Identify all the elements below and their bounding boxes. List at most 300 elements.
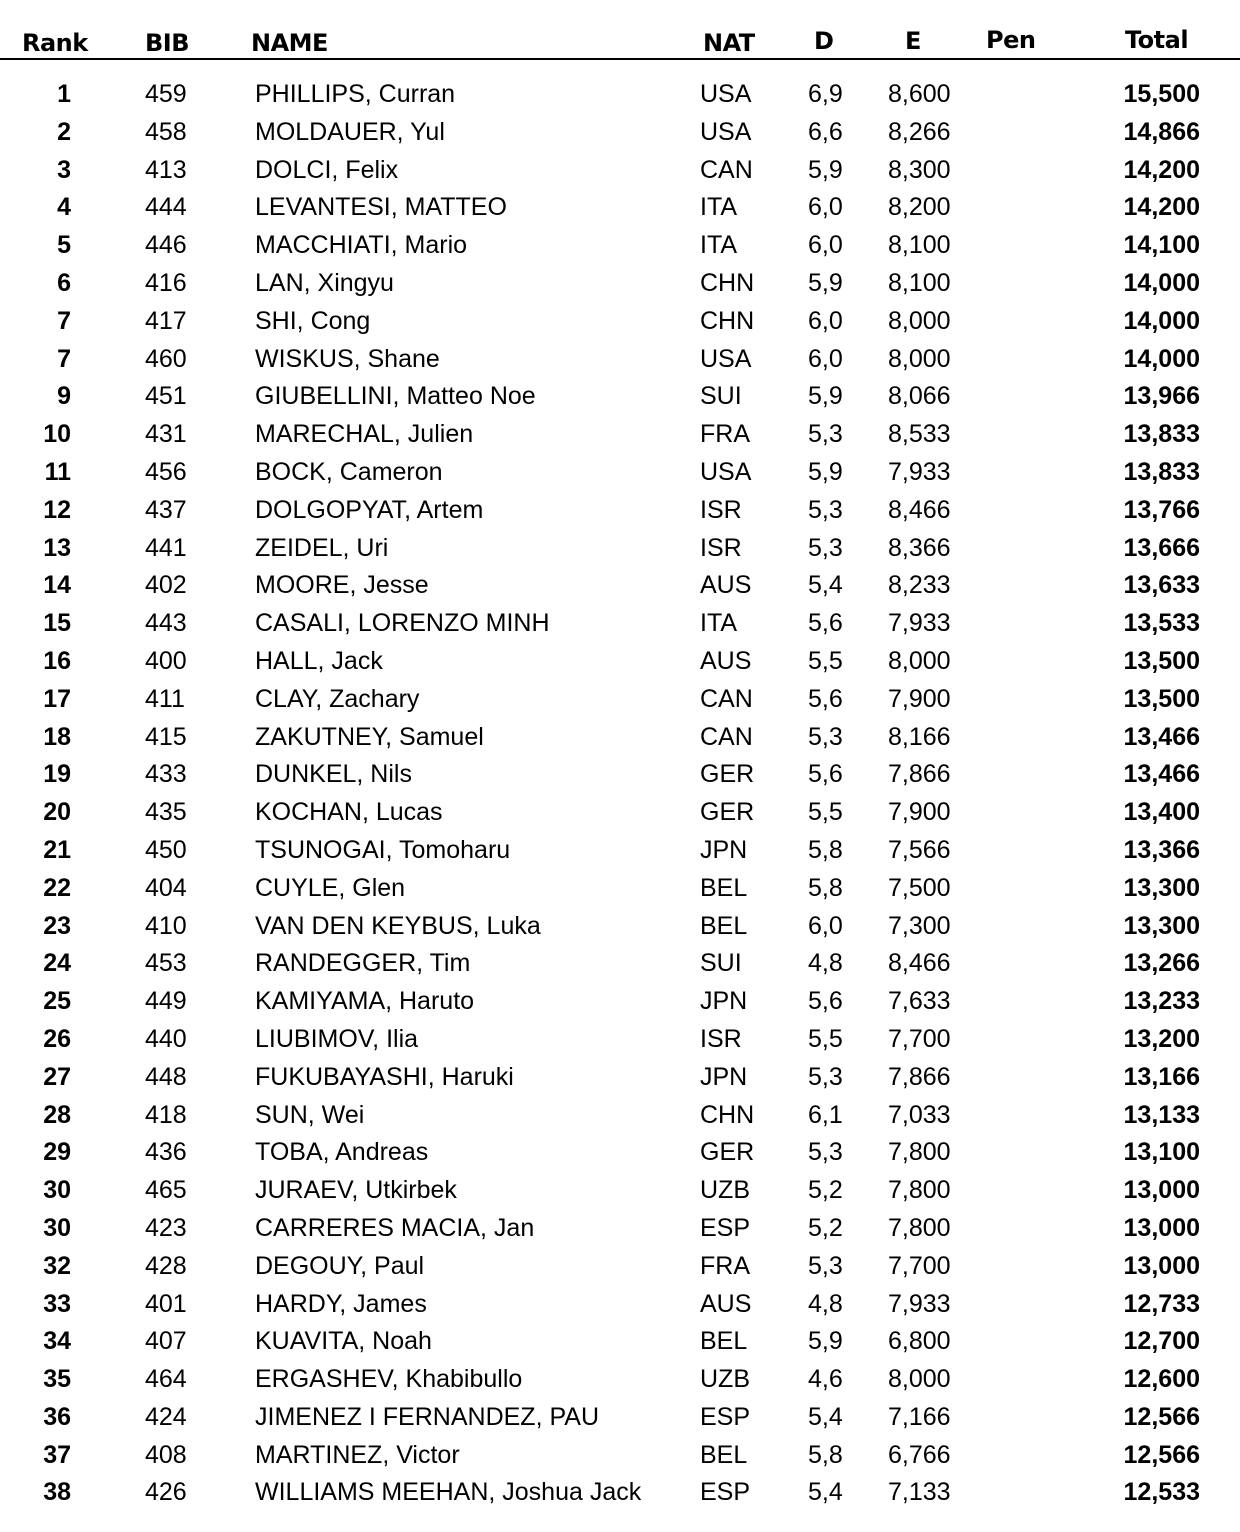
e-score-cell: 7,800 [888, 1138, 951, 1167]
total-score-cell: 13,100 [1123, 1138, 1200, 1167]
rank-cell: 30 [43, 1213, 71, 1242]
rank-cell: 29 [43, 1138, 71, 1167]
bib-cell: 417 [145, 306, 187, 335]
rank-cell: 5 [57, 231, 71, 260]
total-score-cell: 14,000 [1123, 268, 1200, 297]
e-score-cell: 8,000 [888, 306, 951, 335]
athlete-name-cell: TSUNOGAI, Tomoharu [255, 835, 511, 864]
e-score-cell: 6,800 [888, 1327, 951, 1356]
bib-cell: 453 [145, 949, 187, 978]
table-row [0, 755, 1240, 793]
table-row [0, 226, 1240, 264]
e-score-cell: 8,200 [888, 193, 951, 222]
total-score-cell: 13,000 [1123, 1251, 1200, 1280]
bib-cell: 415 [145, 722, 187, 751]
nation-cell: SUI [700, 949, 742, 978]
rank-cell: 13 [43, 533, 71, 562]
bib-cell: 404 [145, 873, 187, 902]
athlete-name-cell: KAMIYAMA, Haruto [255, 987, 475, 1016]
athlete-name-cell: ERGASHEV, Khabibullo [255, 1365, 523, 1394]
rank-cell: 14 [43, 571, 71, 600]
d-score-cell: 4,6 [808, 1365, 843, 1394]
d-score-cell: 6,0 [808, 306, 843, 335]
e-score-cell: 7,800 [888, 1176, 951, 1205]
rank-cell: 22 [43, 873, 71, 902]
d-score-cell: 4,8 [808, 949, 843, 978]
nation-cell: AUS [700, 646, 752, 675]
rank-cell: 3 [57, 155, 71, 184]
table-row [0, 1247, 1240, 1285]
total-score-cell: 13,166 [1123, 1062, 1200, 1091]
table-row [0, 340, 1240, 378]
rank-cell: 15 [43, 609, 71, 638]
rank-cell: 7 [57, 306, 71, 335]
e-score-cell: 8,466 [888, 495, 951, 524]
bib-cell: 402 [145, 571, 187, 600]
total-score-cell: 12,566 [1123, 1440, 1200, 1469]
nation-cell: GER [700, 798, 755, 827]
total-score-cell: 13,000 [1123, 1176, 1200, 1205]
bib-cell: 441 [145, 533, 187, 562]
bib-cell: 456 [145, 457, 187, 486]
e-score-cell: 8,166 [888, 722, 951, 751]
d-score-cell: 6,1 [808, 1100, 843, 1129]
e-score-cell: 7,900 [888, 684, 951, 713]
athlete-name-cell: MOORE, Jesse [255, 571, 429, 600]
rank-cell: 26 [43, 1024, 71, 1053]
athlete-name-cell: GIUBELLINI, Matteo Noe [255, 382, 536, 411]
d-score-cell: 5,9 [808, 155, 843, 184]
athlete-name-cell: KOCHAN, Lucas [255, 798, 443, 827]
rank-cell: 28 [43, 1100, 71, 1129]
d-score-cell: 5,3 [808, 533, 843, 562]
total-score-cell: 13,133 [1123, 1100, 1200, 1129]
total-score-cell: 14,000 [1123, 344, 1200, 373]
column-header-nat: NAT [703, 29, 755, 57]
d-score-cell: 6,0 [808, 344, 843, 373]
d-score-cell: 5,9 [808, 457, 843, 486]
e-score-cell: 7,933 [888, 1289, 951, 1318]
table-row [0, 1058, 1240, 1096]
table-row [0, 680, 1240, 718]
bib-cell: 410 [145, 911, 187, 940]
athlete-name-cell: DUNKEL, Nils [255, 760, 412, 789]
results-table-header [0, 0, 1240, 60]
e-score-cell: 8,066 [888, 382, 951, 411]
table-row [0, 1398, 1240, 1436]
athlete-name-cell: FUKUBAYASHI, Haruki [255, 1062, 514, 1091]
total-score-cell: 13,500 [1123, 646, 1200, 675]
d-score-cell: 5,4 [808, 1478, 843, 1507]
table-row [0, 377, 1240, 415]
e-score-cell: 7,933 [888, 457, 951, 486]
e-score-cell: 7,633 [888, 987, 951, 1016]
nation-cell: ISR [700, 1024, 742, 1053]
table-row [0, 566, 1240, 604]
column-header-total: Total [1125, 26, 1189, 54]
bib-cell: 458 [145, 117, 187, 146]
total-score-cell: 13,500 [1123, 684, 1200, 713]
d-score-cell: 6,6 [808, 117, 843, 146]
e-score-cell: 7,166 [888, 1402, 951, 1431]
bib-cell: 433 [145, 760, 187, 789]
d-score-cell: 5,3 [808, 1138, 843, 1167]
e-score-cell: 7,866 [888, 1062, 951, 1091]
rank-cell: 32 [43, 1251, 71, 1280]
d-score-cell: 5,3 [808, 495, 843, 524]
rank-cell: 2 [57, 117, 71, 146]
rank-cell: 19 [43, 760, 71, 789]
total-score-cell: 13,466 [1123, 760, 1200, 789]
bib-cell: 437 [145, 495, 187, 524]
e-score-cell: 7,133 [888, 1478, 951, 1507]
e-score-cell: 7,700 [888, 1024, 951, 1053]
table-row [0, 529, 1240, 567]
d-score-cell: 5,9 [808, 268, 843, 297]
athlete-name-cell: CASALI, LORENZO MINH [255, 609, 550, 638]
bib-cell: 426 [145, 1478, 187, 1507]
rank-cell: 10 [43, 420, 71, 449]
d-score-cell: 5,6 [808, 684, 843, 713]
athlete-name-cell: MOLDAUER, Yul [255, 117, 445, 146]
rank-cell: 1 [57, 80, 71, 108]
nation-cell: SUI [700, 382, 742, 411]
nation-cell: CAN [700, 155, 753, 184]
nation-cell: UZB [700, 1365, 750, 1394]
table-row [0, 1171, 1240, 1209]
nation-cell: JPN [700, 835, 748, 864]
table-row [0, 151, 1240, 189]
e-score-cell: 8,100 [888, 231, 951, 260]
e-score-cell: 7,866 [888, 760, 951, 789]
bib-cell: 400 [145, 646, 187, 675]
table-row [0, 1360, 1240, 1398]
table-row [0, 302, 1240, 340]
e-score-cell: 7,566 [888, 835, 951, 864]
rank-cell: 12 [43, 495, 71, 524]
bib-cell: 411 [145, 684, 185, 713]
table-row [0, 907, 1240, 945]
rank-cell: 7 [57, 344, 71, 373]
nation-cell: BEL [700, 873, 748, 902]
total-score-cell: 13,666 [1123, 533, 1200, 562]
bib-cell: 448 [145, 1062, 187, 1091]
bib-cell: 424 [145, 1402, 187, 1431]
table-row [0, 113, 1240, 151]
d-score-cell: 5,9 [808, 382, 843, 411]
table-row [0, 491, 1240, 529]
rank-cell: 23 [43, 911, 71, 940]
results-table-body [0, 75, 1240, 1511]
rank-cell: 17 [43, 684, 71, 713]
rank-cell: 27 [43, 1062, 71, 1091]
athlete-name-cell: VAN DEN KEYBUS, Luka [255, 911, 541, 940]
athlete-name-cell: RANDEGGER, Tim [255, 949, 471, 978]
bib-cell: 446 [145, 231, 187, 260]
d-score-cell: 4,8 [808, 1289, 843, 1318]
d-score-cell: 5,2 [808, 1176, 843, 1205]
total-score-cell: 13,533 [1123, 609, 1200, 638]
athlete-name-cell: JURAEV, Utkirbek [255, 1176, 457, 1205]
nation-cell: GER [700, 1138, 755, 1167]
bib-cell: 431 [145, 420, 187, 449]
nation-cell: FRA [700, 420, 750, 449]
nation-cell: AUS [700, 1289, 752, 1318]
d-score-cell: 5,8 [808, 873, 843, 902]
table-row [0, 982, 1240, 1020]
d-score-cell: 6,0 [808, 911, 843, 940]
table-row [0, 1473, 1240, 1511]
rank-cell: 11 [44, 457, 71, 486]
total-score-cell: 15,500 [1123, 80, 1200, 108]
athlete-name-cell: CLAY, Zachary [255, 684, 420, 713]
total-score-cell: 13,000 [1123, 1213, 1200, 1242]
rank-cell: 35 [43, 1365, 71, 1394]
total-score-cell: 13,833 [1123, 420, 1200, 449]
d-score-cell: 6,0 [808, 231, 843, 260]
table-row [0, 1096, 1240, 1134]
rank-cell: 25 [43, 987, 71, 1016]
bib-cell: 416 [145, 268, 187, 297]
athlete-name-cell: TOBA, Andreas [255, 1138, 429, 1167]
table-row [0, 264, 1240, 302]
total-score-cell: 14,100 [1123, 231, 1200, 260]
nation-cell: ESP [700, 1402, 751, 1431]
table-row [0, 604, 1240, 642]
rank-cell: 30 [43, 1176, 71, 1205]
total-score-cell: 14,200 [1123, 155, 1200, 184]
nation-cell: CHN [700, 1100, 755, 1129]
total-score-cell: 13,233 [1123, 987, 1200, 1016]
table-row [0, 793, 1240, 831]
column-header-name: NAME [251, 29, 328, 57]
rank-cell: 18 [43, 722, 71, 751]
e-score-cell: 8,466 [888, 949, 951, 978]
e-score-cell: 6,766 [888, 1440, 951, 1469]
table-row [0, 1285, 1240, 1323]
bib-cell: 436 [145, 1138, 187, 1167]
nation-cell: USA [700, 344, 752, 373]
athlete-name-cell: LIUBIMOV, Ilia [255, 1024, 419, 1053]
athlete-name-cell: SHI, Cong [255, 306, 371, 335]
bib-cell: 444 [145, 193, 187, 222]
athlete-name-cell: MARTINEZ, Victor [255, 1440, 460, 1469]
total-score-cell: 13,300 [1123, 873, 1200, 902]
bib-cell: 464 [145, 1365, 187, 1394]
rank-cell: 9 [57, 382, 71, 411]
athlete-name-cell: DOLGOPYAT, Artem [255, 495, 484, 524]
rank-cell: 37 [43, 1440, 71, 1469]
bib-cell: 435 [145, 798, 187, 827]
athlete-name-cell: MACCHIATI, Mario [255, 231, 468, 260]
athlete-name-cell: WILLIAMS MEEHAN, Joshua Jack [255, 1478, 642, 1507]
d-score-cell: 5,3 [808, 1062, 843, 1091]
bib-cell: 443 [145, 609, 187, 638]
e-score-cell: 8,533 [888, 420, 951, 449]
d-score-cell: 5,8 [808, 1440, 843, 1469]
d-score-cell: 5,3 [808, 420, 843, 449]
total-score-cell: 13,400 [1123, 798, 1200, 827]
e-score-cell: 7,800 [888, 1213, 951, 1242]
bib-cell: 408 [145, 1440, 187, 1469]
table-row [0, 1020, 1240, 1058]
nation-cell: UZB [700, 1176, 750, 1205]
nation-cell: JPN [700, 987, 748, 1016]
bib-cell: 440 [145, 1024, 187, 1053]
nation-cell: ESP [700, 1213, 751, 1242]
athlete-name-cell: ZAKUTNEY, Samuel [255, 722, 484, 751]
athlete-name-cell: BOCK, Cameron [255, 457, 443, 486]
column-header-d: D [814, 27, 834, 55]
column-header-pen: Pen [986, 26, 1036, 54]
athlete-name-cell: CARRERES MACIA, Jan [255, 1213, 535, 1242]
rank-cell: 20 [43, 798, 71, 827]
e-score-cell: 7,700 [888, 1251, 951, 1280]
d-score-cell: 5,4 [808, 571, 843, 600]
d-score-cell: 5,5 [808, 646, 843, 675]
table-row [0, 415, 1240, 453]
nation-cell: ESP [700, 1478, 751, 1507]
rank-cell: 36 [43, 1402, 71, 1431]
d-score-cell: 5,2 [808, 1213, 843, 1242]
column-header-e: E [905, 27, 921, 55]
column-header-bib: BIB [145, 29, 190, 57]
table-row [0, 944, 1240, 982]
nation-cell: CHN [700, 268, 755, 297]
nation-cell: GER [700, 760, 755, 789]
nation-cell: USA [700, 117, 752, 146]
e-score-cell: 8,300 [888, 155, 951, 184]
bib-cell: 459 [145, 80, 187, 108]
e-score-cell: 7,933 [888, 609, 951, 638]
total-score-cell: 13,966 [1123, 382, 1200, 411]
total-score-cell: 12,733 [1123, 1289, 1200, 1318]
bib-cell: 428 [145, 1251, 187, 1280]
athlete-name-cell: WISKUS, Shane [255, 344, 440, 373]
total-score-cell: 13,833 [1123, 457, 1200, 486]
column-header-rank: Rank [22, 29, 88, 57]
total-score-cell: 12,700 [1123, 1327, 1200, 1356]
nation-cell: CAN [700, 722, 753, 751]
table-row [0, 718, 1240, 756]
total-score-cell: 13,633 [1123, 571, 1200, 600]
bib-cell: 418 [145, 1100, 187, 1129]
nation-cell: BEL [700, 911, 748, 940]
total-score-cell: 14,000 [1123, 306, 1200, 335]
nation-cell: FRA [700, 1251, 750, 1280]
athlete-name-cell: DOLCI, Felix [255, 155, 399, 184]
e-score-cell: 8,000 [888, 646, 951, 675]
rank-cell: 34 [43, 1327, 71, 1356]
athlete-name-cell: HARDY, James [255, 1289, 427, 1318]
total-score-cell: 12,600 [1123, 1365, 1200, 1394]
bib-cell: 407 [145, 1327, 187, 1356]
rank-cell: 33 [43, 1289, 71, 1318]
athlete-name-cell: JIMENEZ I FERNANDEZ, PAU [255, 1402, 600, 1431]
table-row [0, 1209, 1240, 1247]
nation-cell: JPN [700, 1062, 748, 1091]
d-score-cell: 5,5 [808, 1024, 843, 1053]
d-score-cell: 5,3 [808, 722, 843, 751]
total-score-cell: 13,200 [1123, 1024, 1200, 1053]
rank-cell: 21 [43, 835, 71, 864]
d-score-cell: 5,9 [808, 1327, 843, 1356]
table-row [0, 1133, 1240, 1171]
d-score-cell: 5,6 [808, 609, 843, 638]
d-score-cell: 6,0 [808, 193, 843, 222]
d-score-cell: 5,8 [808, 835, 843, 864]
table-row [0, 831, 1240, 869]
rank-cell: 24 [43, 949, 71, 978]
total-score-cell: 12,566 [1123, 1402, 1200, 1431]
d-score-cell: 5,5 [808, 798, 843, 827]
total-score-cell: 13,266 [1123, 949, 1200, 978]
nation-cell: BEL [700, 1440, 748, 1469]
nation-cell: AUS [700, 571, 752, 600]
nation-cell: ITA [700, 231, 738, 260]
total-score-cell: 14,866 [1123, 117, 1200, 146]
athlete-name-cell: LAN, Xingyu [255, 268, 394, 297]
table-row [0, 1436, 1240, 1474]
table-row [0, 642, 1240, 680]
bib-cell: 423 [145, 1213, 187, 1242]
e-score-cell: 8,233 [888, 571, 951, 600]
rank-cell: 4 [57, 193, 71, 222]
total-score-cell: 13,766 [1123, 495, 1200, 524]
total-score-cell: 14,200 [1123, 193, 1200, 222]
d-score-cell: 5,6 [808, 760, 843, 789]
nation-cell: CAN [700, 684, 753, 713]
bib-cell: 413 [145, 155, 187, 184]
e-score-cell: 8,366 [888, 533, 951, 562]
e-score-cell: 7,300 [888, 911, 951, 940]
table-row [0, 1322, 1240, 1360]
athlete-name-cell: SUN, Wei [255, 1100, 365, 1129]
total-score-cell: 12,533 [1123, 1478, 1200, 1507]
nation-cell: CHN [700, 306, 755, 335]
rank-cell: 38 [43, 1478, 71, 1507]
e-score-cell: 8,600 [888, 80, 951, 108]
nation-cell: USA [700, 457, 752, 486]
nation-cell: USA [700, 80, 752, 108]
total-score-cell: 13,300 [1123, 911, 1200, 940]
table-row [0, 75, 1240, 113]
e-score-cell: 7,500 [888, 873, 951, 902]
e-score-cell: 7,033 [888, 1100, 951, 1129]
rank-cell: 6 [57, 268, 71, 297]
d-score-cell: 5,6 [808, 987, 843, 1016]
nation-cell: ITA [700, 609, 738, 638]
bib-cell: 450 [145, 835, 187, 864]
athlete-name-cell: CUYLE, Glen [255, 873, 406, 902]
total-score-cell: 13,466 [1123, 722, 1200, 751]
nation-cell: ISR [700, 533, 742, 562]
rank-cell: 16 [43, 646, 71, 675]
nation-cell: ITA [700, 193, 738, 222]
athlete-name-cell: ZEIDEL, Uri [255, 533, 389, 562]
d-score-cell: 6,9 [808, 80, 843, 108]
d-score-cell: 5,3 [808, 1251, 843, 1280]
d-score-cell: 5,4 [808, 1402, 843, 1431]
athlete-name-cell: LEVANTESI, MATTEO [255, 193, 507, 222]
athlete-name-cell: HALL, Jack [255, 646, 383, 675]
bib-cell: 465 [145, 1176, 187, 1205]
bib-cell: 449 [145, 987, 187, 1016]
nation-cell: ISR [700, 495, 742, 524]
bib-cell: 451 [145, 382, 187, 411]
athlete-name-cell: MARECHAL, Julien [255, 420, 474, 449]
athlete-name-cell: PHILLIPS, Curran [255, 80, 456, 108]
